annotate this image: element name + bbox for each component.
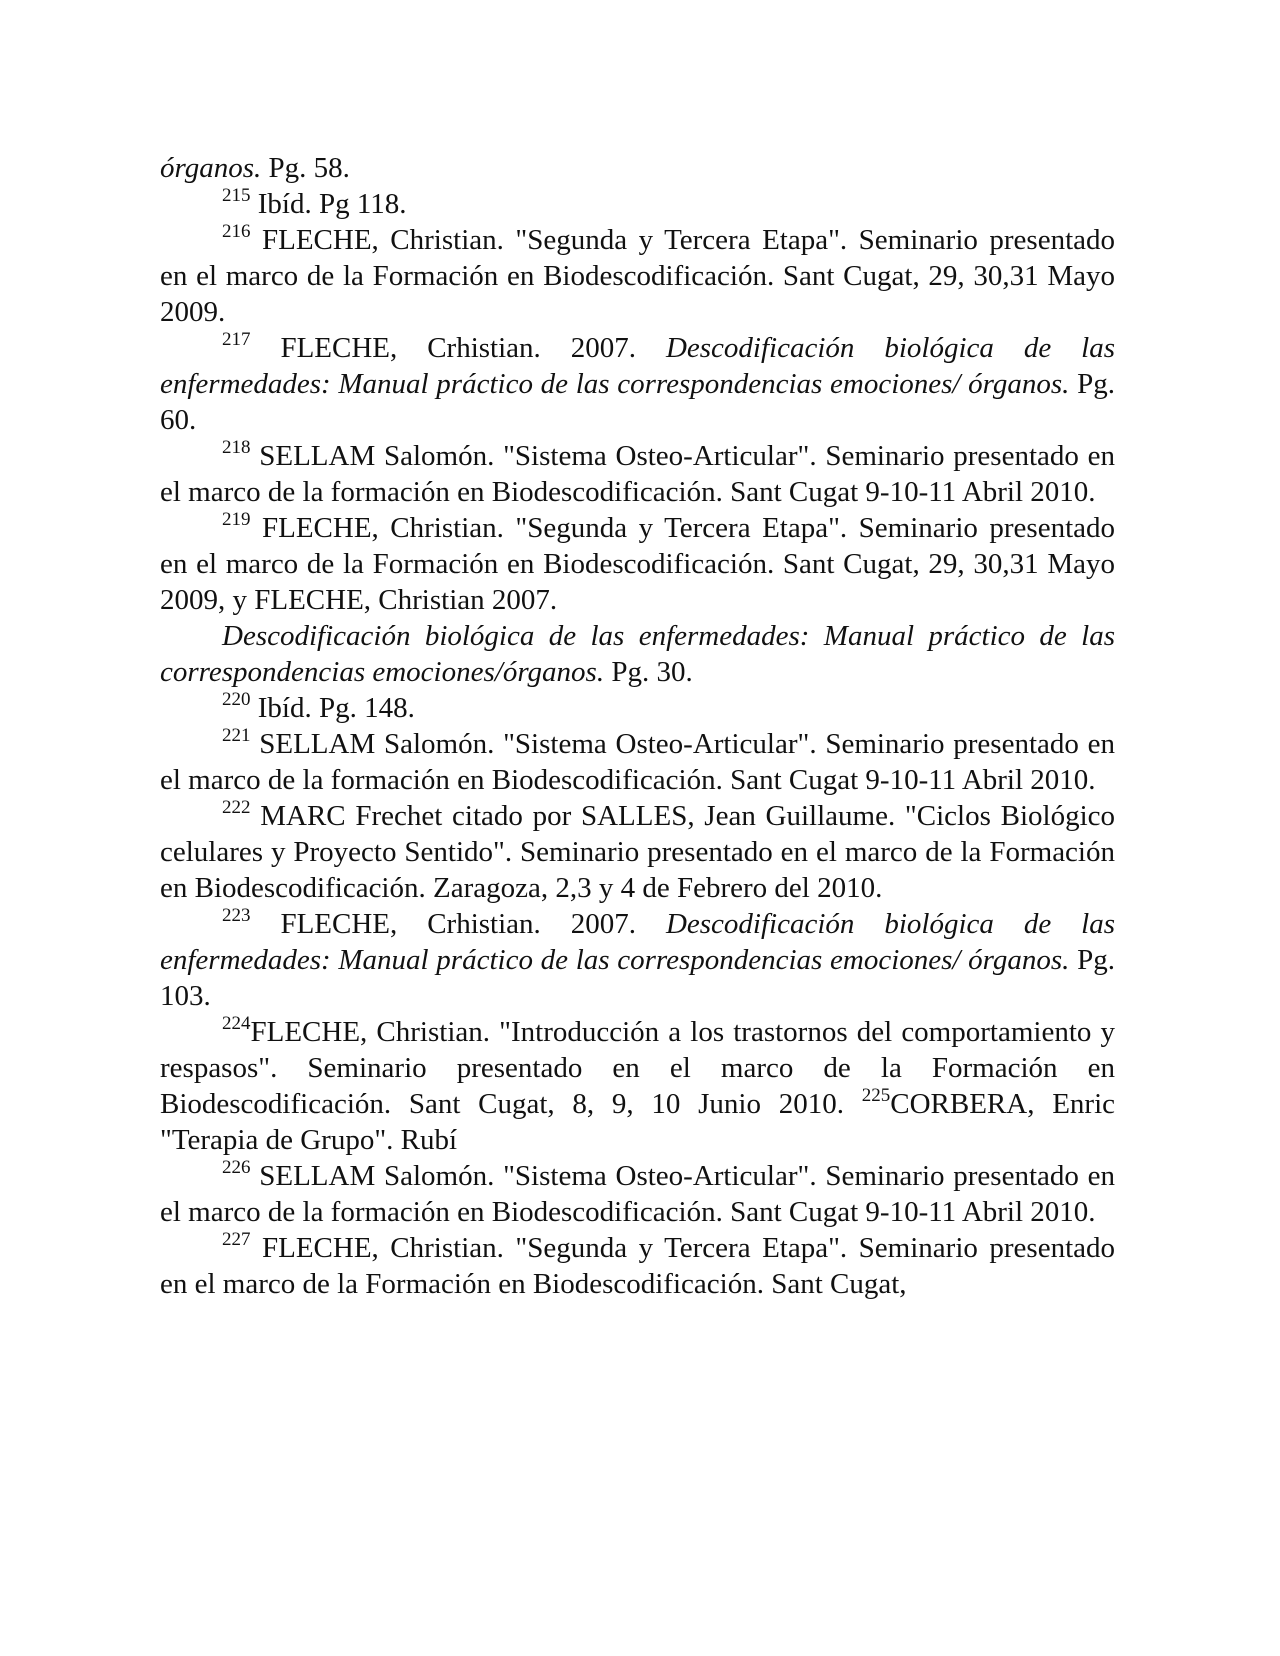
document-page [160, 150, 1115, 1302]
footnote-215 [160, 186, 1115, 222]
footnote-text: FLECHE, Christian. "Introducción a los trastornos del comportamiento y respasos". Seminario presentado en el marco de la Formación en Biodescodificación. Sant Cugat, 8, 9, 10 Junio 2010. [160, 1016, 1115, 1120]
footnote-text: FLECHE, Crhistian. 2007. [250, 908, 666, 940]
footnote-text: SELLAM Salomón. "Sistema Osteo-Articular". Seminario presentado en el marco de la formación en Biodescodificación. Sant Cugat 9-10-11 Abril 2010. [160, 440, 1115, 508]
footnote-text: CORBERA, Enric "Terapia de Grupo". Rubí [160, 1088, 1115, 1156]
footnote-number: 222 [222, 797, 251, 818]
footnote-text: Pg. 30. [604, 656, 693, 688]
footnote-fragment [160, 150, 1115, 186]
footnote-text: SELLAM Salomón. "Sistema Osteo-Articular". Seminario presentado en el marco de la formación en Biodescodificación. Sant Cugat 9-10-11 Abril 2010. [160, 1160, 1115, 1228]
footnote-text: FLECHE, Christian. "Segunda y Tercera Etapa". Seminario presentado en el marco de la Formación en Biodescodificación. Sant Cugat, 29, 30,31 Mayo 2009, y FLECHE, Christian 2007. [160, 512, 1115, 616]
footnote-number: 224 [222, 1013, 251, 1034]
footnote-220 [160, 690, 1115, 726]
italic-title: Descodificación biológica de las enfermedades: Manual práctico de las correspondencias emociones/ órganos. [160, 908, 1116, 976]
footnote-number: 217 [222, 329, 251, 350]
footnote-217 [160, 330, 1115, 438]
footnote-216 [160, 222, 1115, 330]
footnote-text: FLECHE, Christian. "Segunda y Tercera Etapa". Seminario presentado en el marco de la Formación en Biodescodificación. Sant Cugat, 29, 30,31 Mayo 2009. [160, 224, 1115, 328]
footnote-text: Ibíd. Pg. 148. [250, 692, 415, 724]
italic-title: Descodificación biológica de las enfermedades: Manual práctico de las correspondencias emociones/ órganos. [160, 332, 1116, 400]
footnote-219 [160, 510, 1115, 618]
footnote-number: 221 [222, 725, 251, 746]
italic-title: órganos. [160, 152, 262, 184]
footnote-text: Pg. 60. [160, 368, 1115, 436]
footnote-223 [160, 906, 1115, 1014]
footnote-224 [160, 1014, 1115, 1158]
footnote-text: MARC Frechet citado por SALLES, Jean Guillaume. "Ciclos Biológico celulares y Proyecto Sentido". Seminario presentado en el marco de la Formación en Biodescodificación. Zaragoza, 2,3 y 4 de Febrero del 2010. [160, 800, 1115, 904]
footnote-text: Ibíd. Pg 118. [250, 188, 407, 220]
footnote-number: 220 [222, 689, 251, 710]
footnote-number: 216 [222, 221, 251, 242]
footnote-number: 223 [222, 905, 251, 926]
footnote-text: Pg. 103. [160, 944, 1115, 1012]
footnote-number: 218 [222, 437, 251, 458]
footnote-number: 225 [861, 1085, 891, 1106]
footnote-number: 219 [222, 509, 251, 530]
footnote-227 [160, 1230, 1115, 1302]
footnote-226 [160, 1158, 1115, 1230]
footnote-number: 226 [222, 1157, 251, 1178]
footnote-text: FLECHE, Christian. "Segunda y Tercera Etapa". Seminario presentado en el marco de la Formación en Biodescodificación. Sant Cugat, [160, 1232, 1115, 1300]
footnote-number: 227 [222, 1229, 251, 1250]
footnote-text: SELLAM Salomón. "Sistema Osteo-Articular". Seminario presentado en el marco de la formación en Biodescodificación. Sant Cugat 9-10-11 Abril 2010. [160, 728, 1115, 796]
italic-title: Descodificación biológica de las enfermedades: Manual práctico de las correspondencias emociones/órganos. [160, 620, 1115, 688]
footnote-text: FLECHE, Crhistian. 2007. [250, 332, 666, 364]
footnote-number: 215 [222, 185, 251, 206]
footnote-218 [160, 438, 1115, 510]
footnote-221 [160, 726, 1115, 798]
footnote-text: Pg. 58. [261, 152, 350, 184]
footnote-222 [160, 798, 1115, 906]
footnote-continuation [160, 618, 1115, 690]
